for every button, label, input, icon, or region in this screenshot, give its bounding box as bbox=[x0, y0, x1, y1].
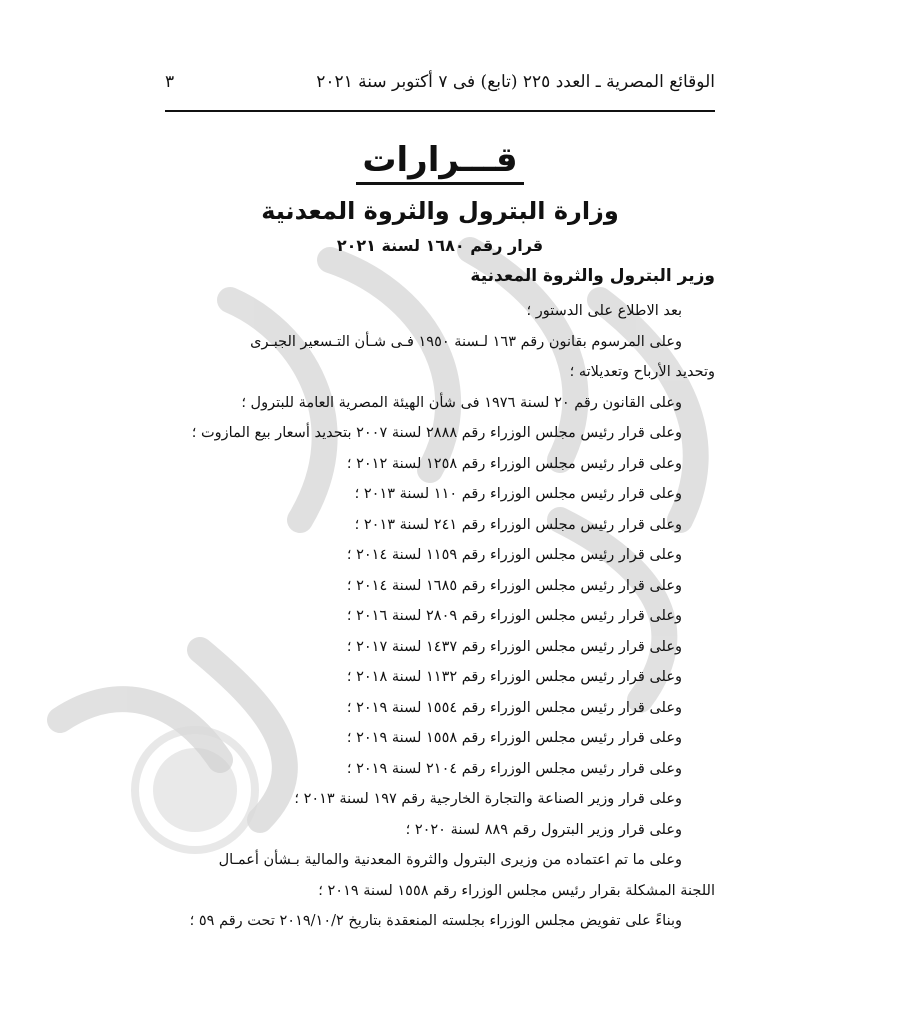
body-line: وعلى قرار رئيس مجلس الوزراء رقم ٢١٠٤ لسنة ٢٠١٩ ؛ bbox=[346, 760, 682, 777]
signer-heading: وزير البترول والثروة المعدنية bbox=[470, 266, 715, 286]
body-line: وعلى قرار رئيس مجلس الوزراء رقم ٢٨٠٩ لسنة ٢٠١٦ ؛ bbox=[346, 608, 682, 624]
body-line: وعلى قرار رئيس مجلس الوزراء رقم ٢٤١ لسنة ٢٠١٣ ؛ bbox=[354, 516, 682, 533]
body-line: وعلى ما تم اعتماده من وزيرى البترول والثروة المعدنية والمالية بـشأن أعمـال bbox=[218, 852, 682, 868]
body-line: بعد الاطلاع على الدستور ؛ bbox=[526, 303, 682, 319]
page-number: ٣ bbox=[165, 72, 175, 92]
body-line: وعلى القانون رقم ٢٠ لسنة ١٩٧٦ فى شأن الهيئة المصرية العامة للبترول ؛ bbox=[241, 394, 682, 411]
body-line: وعلى قرار رئيس مجلس الوزراء رقم ١٦٨٥ لسنة ٢٠١٤ ؛ bbox=[346, 577, 682, 594]
ministry-heading: وزارة البترول والثروة المعدنية bbox=[261, 197, 619, 225]
body-line: وعلى قرار رئيس مجلس الوزراء رقم ١٥٥٤ لسنة ٢٠١٩ ؛ bbox=[346, 699, 682, 716]
body-line: وعلى قرار رئيس مجلس الوزراء رقم ١٤٣٧ لسنة ٢٠١٧ ؛ bbox=[346, 638, 682, 655]
body-line: وعلى قرار رئيس مجلس الوزراء رقم ١٥٥٨ لسنة ٢٠١٩ ؛ bbox=[346, 730, 682, 746]
body-line: وعلى قرار وزير البترول رقم ٨٨٩ لسنة ٢٠٢٠ ؛ bbox=[405, 821, 682, 838]
section-title-text: قـــرارات bbox=[356, 140, 523, 185]
header-publication-line: الوقائع المصرية ـ العدد ٢٢٥ (تابع) فى ٧ أكتوبر سنة ٢٠٢١ bbox=[316, 72, 715, 92]
body-line: وعلى قرار وزير الصناعة والتجارة الخارجية رقم ١٩٧ لسنة ٢٠١٣ ؛ bbox=[294, 791, 682, 807]
body-line: وبناءً على تفويض مجلس الوزراء بجلسته المنعقدة بتاريخ ٢٠١٩/١٠/٢ تحت رقم ٥٩ ؛ bbox=[189, 913, 682, 929]
decree-number: قرار رقم ١٦٨٠ لسنة ٢٠٢١ bbox=[336, 236, 544, 255]
body-line: وعلى قرار رئيس مجلس الوزراء رقم ١١٠ لسنة ٢٠١٣ ؛ bbox=[354, 486, 682, 502]
body-line: وعلى قرار رئيس مجلس الوزراء رقم ٢٨٨٨ لسنة ٢٠٠٧ بتحديد أسعار بيع المازوت ؛ bbox=[191, 425, 682, 441]
body-line: وعلى المرسوم بقانون رقم ١٦٣ لـسنة ١٩٥٠ فـى شـأن التـسعير الجبـرى bbox=[250, 333, 682, 350]
header-divider bbox=[165, 110, 715, 112]
body-line: اللجنة المشكلة بقرار رئيس مجلس الوزراء رقم ١٥٥٨ لسنة ٢٠١٩ ؛ bbox=[318, 882, 715, 899]
body-line: وعلى قرار رئيس مجلس الوزراء رقم ١١٥٩ لسنة ٢٠١٤ ؛ bbox=[346, 547, 682, 563]
section-title bbox=[165, 140, 715, 180]
body-line: وتحديد الأرباح وتعديلاته ؛ bbox=[569, 364, 715, 380]
decree-body bbox=[165, 296, 715, 937]
body-line: وعلى قرار رئيس مجلس الوزراء رقم ١٢٥٨ لسنة ٢٠١٢ ؛ bbox=[346, 455, 682, 472]
body-line: وعلى قرار رئيس مجلس الوزراء رقم ١١٣٢ لسنة ٢٠١٨ ؛ bbox=[346, 669, 682, 685]
page-header bbox=[165, 72, 715, 92]
